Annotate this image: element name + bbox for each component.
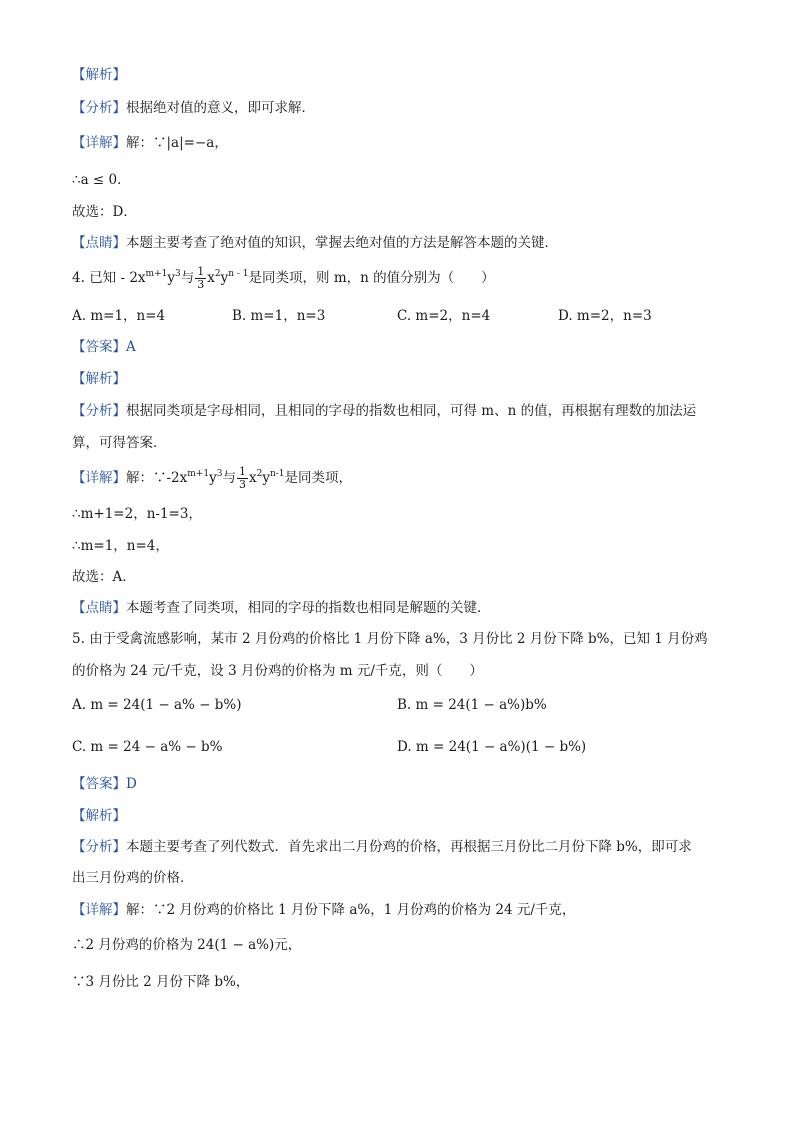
fenxi-tag: 【分析】	[72, 100, 126, 116]
question-4-stem	[72, 266, 495, 291]
q4-stem-c: 与	[180, 270, 195, 286]
q4-analysis-line1	[72, 401, 696, 421]
q5-step2: ∵3 月份比 2 月份下降 b%，	[72, 974, 250, 990]
q5-step1: ∴2 月份鸡的价格为 24(1 − a%)元，	[72, 937, 302, 953]
q4-xj-exp2: 3	[216, 469, 223, 479]
q4-xj-e: y	[262, 470, 270, 486]
q4-xj-frac-den: 3	[238, 478, 246, 491]
q5-answer: 【答案】D	[72, 776, 137, 792]
q4-frac-num: 1	[197, 265, 205, 278]
q4-stem-f: 是同类项，则 m，n 的值分别为（ ）	[248, 270, 495, 286]
q4-xj-f: 是同类项，	[284, 470, 353, 486]
q4-comment-line	[72, 598, 491, 618]
q4-step1: ∴m+1=2，n-1=3，	[72, 506, 202, 522]
q5-stem-line2: 的价格为 24 元/千克，设 3 月份鸡的价格为 m 元/千克，则（ ）	[72, 663, 483, 679]
q4-xj-a: 解：∵-2x	[126, 470, 188, 486]
q4-choose: 故选：A．	[72, 569, 136, 585]
q4-detail-line	[72, 466, 352, 491]
q4-xj-frac-num: 1	[238, 465, 246, 478]
q4-exp2: 3	[175, 269, 181, 279]
q5-xiangjie-text: 解：∵2 月份鸡的价格比 1 月份下降 a%，1 月份鸡的价格为 24 元/千克，	[126, 902, 576, 918]
q4-xj-d: x	[248, 470, 257, 486]
q4-exp1: m+1	[145, 269, 168, 279]
q4-exp3: 2	[214, 269, 221, 279]
q4-fenxi-tag: 【分析】	[72, 403, 126, 419]
analysis-line	[72, 98, 315, 118]
q4-option-b: B. m=1，n=3	[232, 308, 326, 324]
q4-dianjing-text: 本题考查了同类项，相同的字母的指数也相同是解题的关键．	[126, 600, 491, 616]
detail-line	[72, 133, 228, 153]
q4-stem-e: y	[220, 270, 229, 286]
q4-option-a: A. m=1，n=4	[72, 308, 166, 324]
xiangjie-text: 解：∵|a|=−a，	[126, 135, 228, 151]
q4-xj-exp3: 2	[256, 469, 263, 479]
q4-option-c: C. m=2，n=4	[397, 308, 491, 324]
q4-xiangjie-tag: 【详解】	[72, 470, 126, 486]
q5-option-a: A. m = 24(1 − a% − b%)	[72, 697, 242, 713]
q4-answer: 【答案】A	[72, 339, 136, 355]
q4-step2: ∴m=1，n=4，	[72, 538, 169, 554]
q5-jiexi: 【解析】	[72, 808, 126, 824]
jiexi-label: 【解析】	[72, 67, 126, 83]
q5-option-b: B. m = 24(1 − a%)b%	[397, 697, 547, 713]
q4-stem-a: 已知 - 2x	[89, 270, 146, 286]
q4-xj-b: y	[209, 470, 217, 486]
q4-xj-exp4: n-1	[269, 469, 285, 479]
q4-frac-den: 3	[197, 278, 205, 291]
xiangjie-tag: 【详解】	[72, 135, 126, 151]
q4-dianjing-tag: 【点睛】	[72, 600, 126, 616]
q4-xj-c: 与	[222, 470, 236, 486]
q5-number: 5.	[72, 631, 85, 647]
q4-xj-exp1: m+1	[187, 469, 210, 479]
q5-fenxi-tag: 【分析】	[72, 839, 126, 855]
comment-line	[72, 233, 558, 253]
q4-option-d: D. m=2，n=3	[558, 308, 652, 324]
q5-stem-line1: 由于受禽流感影响，某市 2 月份鸡的价格比 1 月份下降 a%，3 月份比 2 月份下降 b%，已知 1 月份鸡	[89, 631, 708, 647]
dianjing-tag: 【点睛】	[72, 235, 126, 251]
therefore-line: ∴a ≤ 0．	[72, 172, 131, 188]
choose-line: 故选：D．	[72, 204, 137, 220]
q5-detail-line	[72, 900, 575, 920]
q5-analysis-line1	[72, 837, 692, 857]
dianjing-text: 本题主要考查了绝对值的知识，掌握去绝对值的方法是解答本题的关键．	[126, 235, 558, 251]
q4-stem-b: y	[167, 270, 175, 286]
q5-option-c: C. m = 24 − a% − b%	[72, 739, 223, 755]
q4-number: 4.	[72, 270, 85, 286]
q4-exp4: n - 1	[228, 269, 249, 279]
q5-fenxi-text1: 本题主要考查了列代数式．首先求出二月份鸡的价格，再根据三月份比二月份下降 b%，即可求	[126, 839, 692, 855]
q4-jiexi: 【解析】	[72, 371, 126, 387]
q4-xj-fraction	[237, 466, 248, 491]
q5-xiangjie-tag: 【详解】	[72, 902, 126, 918]
q4-stem-d: x	[207, 270, 215, 286]
q4-fraction	[195, 266, 206, 291]
fenxi-text: 根据绝对值的意义，即可求解．	[126, 100, 315, 116]
q4-analysis-line2: 算，可得答案．	[72, 435, 167, 451]
question-5-stem-line1	[72, 629, 708, 649]
q5-option-d: D. m = 24(1 − a%)(1 − b%)	[397, 739, 587, 755]
q5-analysis-line2: 出三月份鸡的价格．	[72, 870, 194, 886]
q4-fenxi-text1: 根据同类项是字母相同，且相同的字母的指数也相同，可得 m、n 的值，再根据有理数的加法运	[126, 403, 697, 419]
